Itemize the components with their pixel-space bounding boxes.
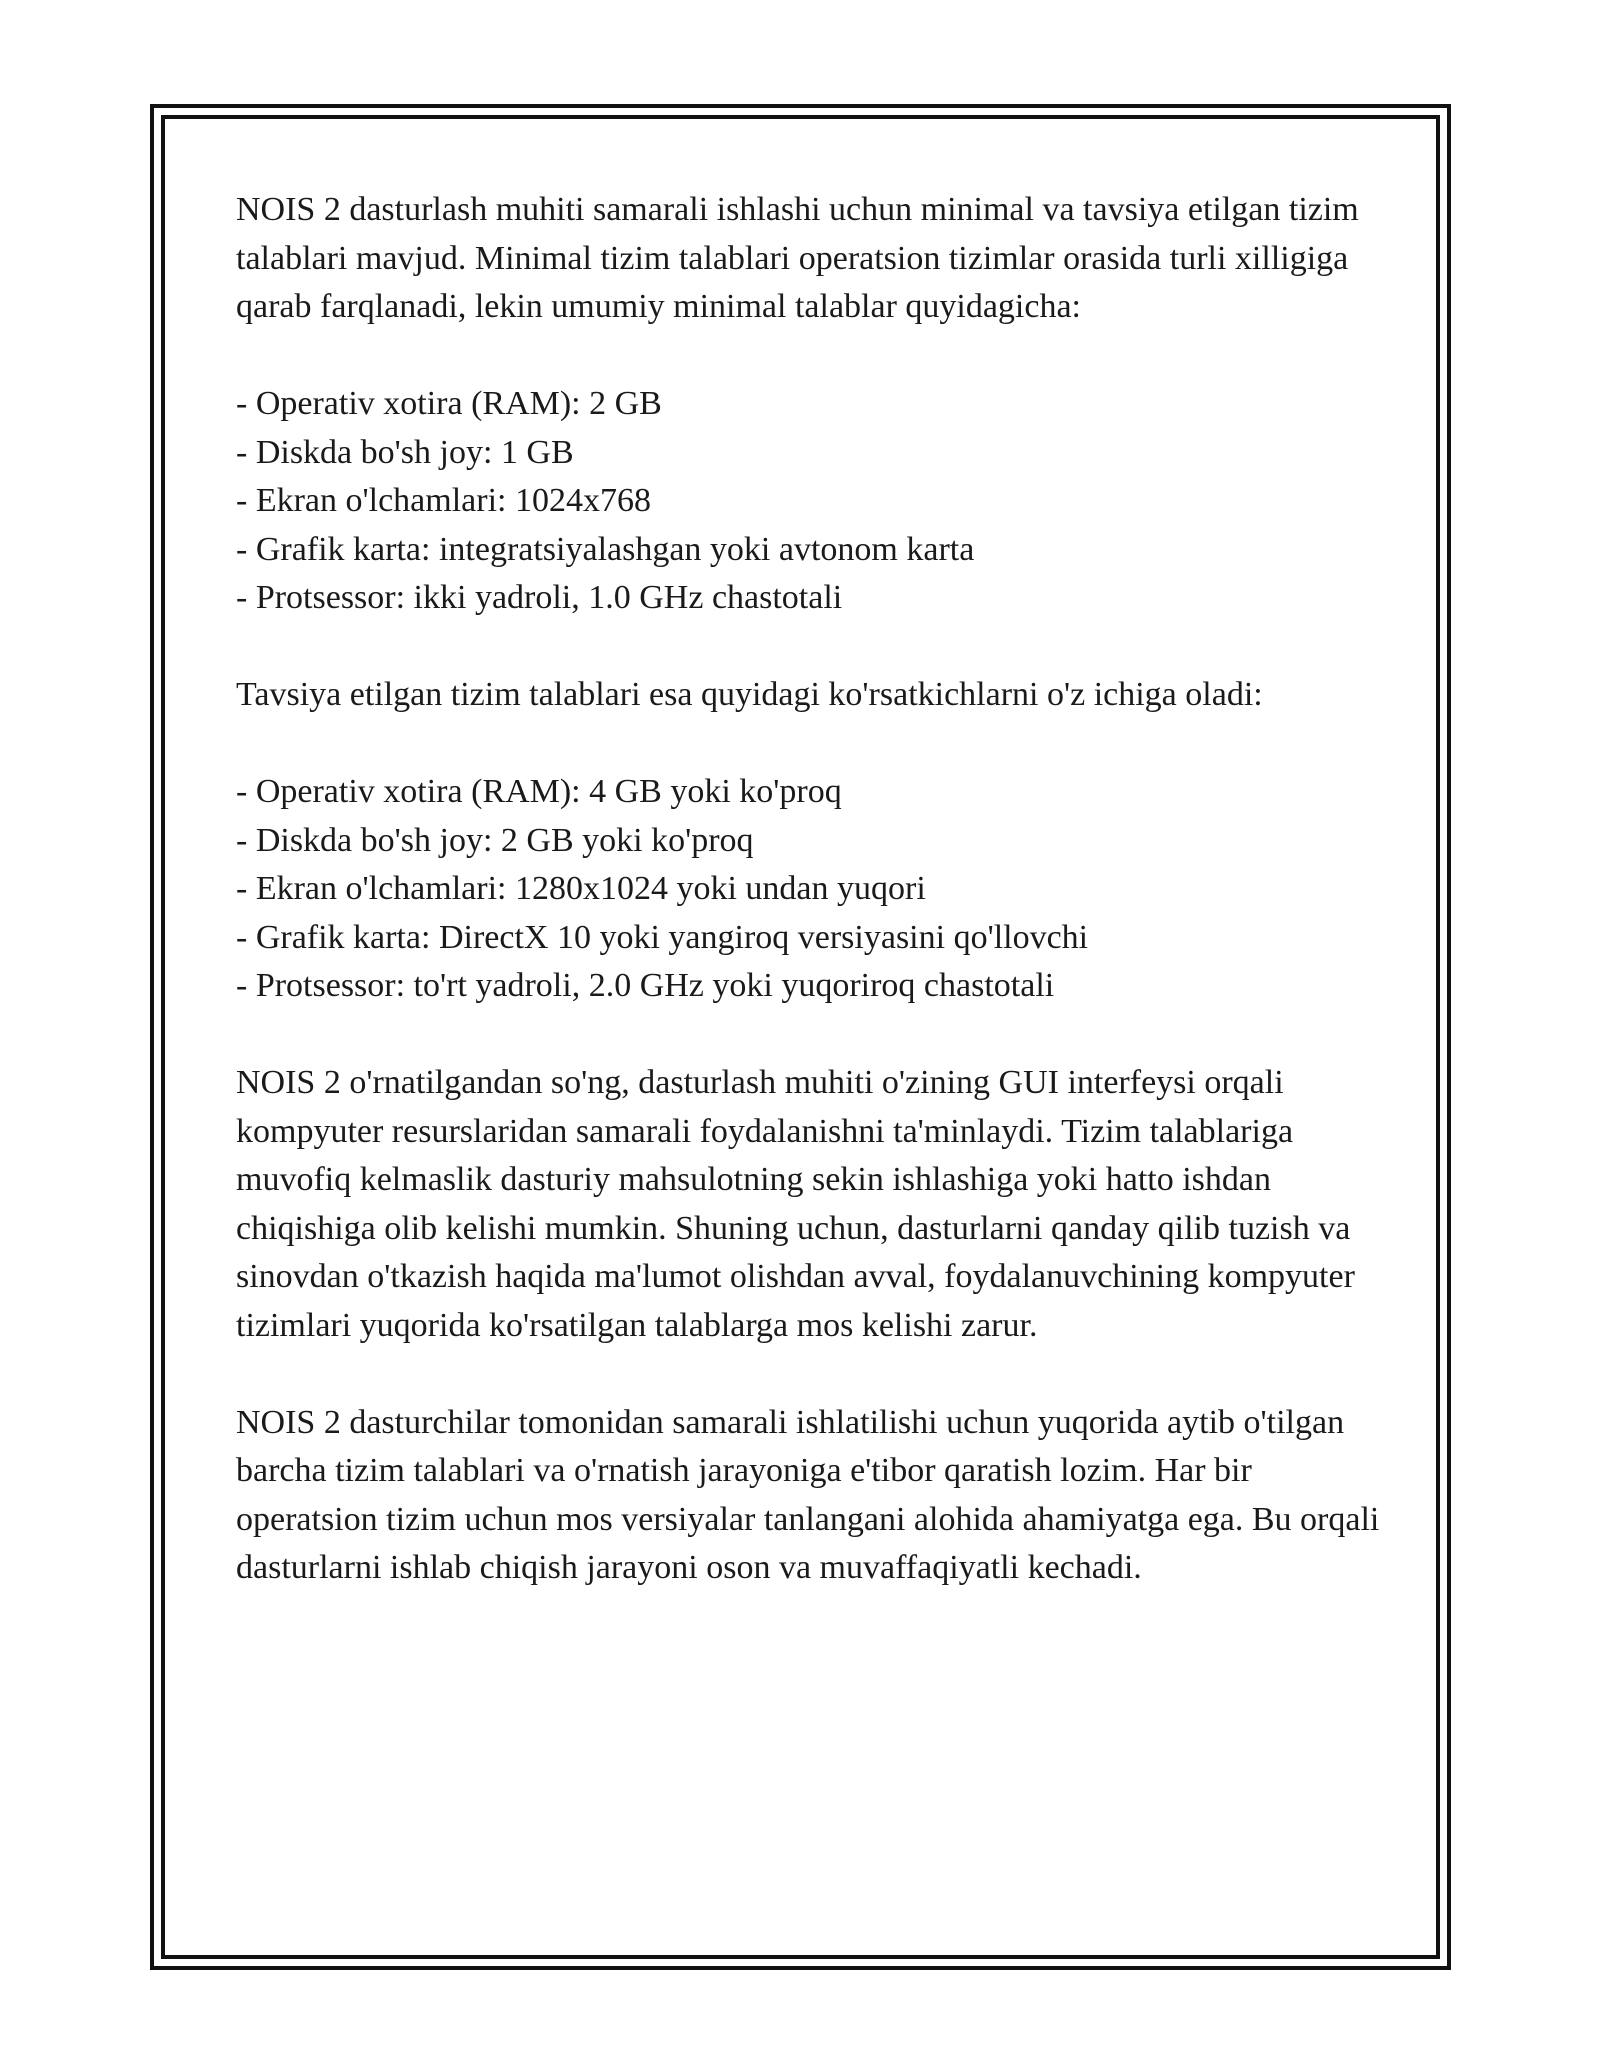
list-item: - Operativ xotira (RAM): 2 GB [236, 385, 662, 422]
list-item: - Diskda bo'sh joy: 1 GB [236, 433, 574, 471]
installation-paragraph: NOIS 2 o'rnatilgandan so'ng, dasturlash muhiti o'zining GUI interfeysi orqali kompyuter resurslaridan samarali foydalanishni ta'minlaydi. Tizim talablariga muvofiq kelmaslik dasturiy mahsulotning sekin ishlashiga yoki hatto ishdan chiqishiga olib kelishi mumkin. Shuning uchun, dasturlarni qanday qilib tuzish va sinovdan o'tkazish haqida ma'lumot olishdan avval, foydalanuvchining kompyuter tizimlari yuqorida ko'rsatilgan talablarga mos kelishi zarur. [236, 1064, 1355, 1344]
intro-paragraph: NOIS 2 dasturlash muhiti samarali ishlashi uchun minimal va tavsiya etilgan tizim talablari mavjud. Minimal tizim talablari operatsion tizimlar orasida turli xilligiga qarab farqlanadi, lekin umumiy minimal talablar quyidagicha: [236, 191, 1359, 325]
document-body [236, 186, 1386, 1641]
minimal-requirements-list [236, 380, 1386, 623]
list-item: - Diskda bo'sh joy: 2 GB yoki ko'proq [236, 821, 754, 859]
list-item: - Operativ xotira (RAM): 4 GB yoki ko'proq [236, 773, 842, 810]
list-item: - Protsessor: ikki yadroli, 1.0 GHz chastotali [236, 579, 843, 616]
conclusion-paragraph: NOIS 2 dasturchilar tomonidan samarali ishlatilishi uchun yuqorida aytib o'tilgan barcha tizim talablari va o'rnatish jarayoniga e'tibor qaratish lozim. Har bir operatsion tizim uchun mos versiyalar tanlangani alohida ahamiyatga ega. Bu orqali dasturlarni ishlab chiqish jarayoni oson va muvaffaqiyatli kechadi. [236, 1403, 1380, 1586]
recommended-requirements-list [236, 768, 1386, 1011]
list-item: - Ekran o'lchamlari: 1280x1024 yoki undan yuqori [236, 870, 926, 907]
list-item: - Grafik karta: DirectX 10 yoki yangiroq versiyasini qo'llovchi [236, 918, 1089, 956]
recommended-intro-paragraph: Tavsiya etilgan tizim talablari esa quyidagi ko'rsatkichlarni o'z ichiga oladi: [236, 676, 1263, 713]
list-item: - Protsessor: to'rt yadroli, 2.0 GHz yoki yuqoriroq chastotali [236, 967, 1055, 1004]
list-item: - Grafik karta: integratsiyalashgan yoki avtonom karta [236, 530, 975, 568]
list-item: - Ekran o'lchamlari: 1024x768 [236, 482, 651, 519]
